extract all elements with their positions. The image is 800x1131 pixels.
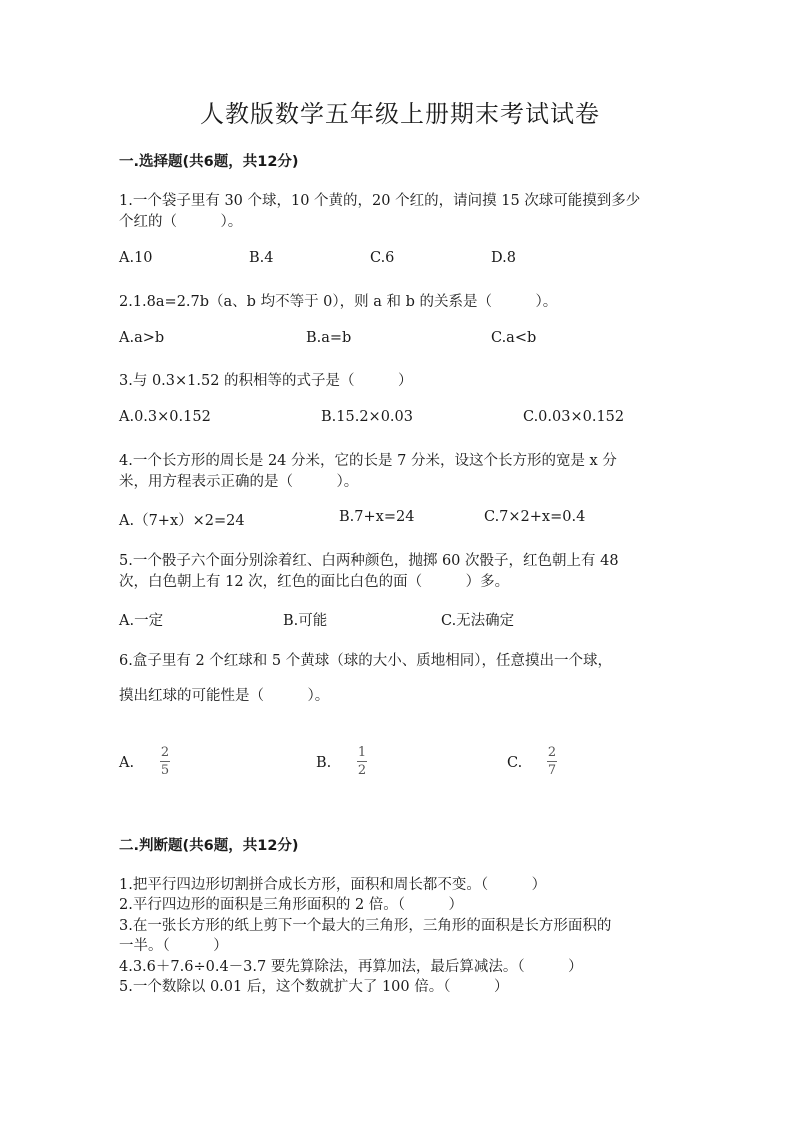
option-c: C.a<b [491,330,537,346]
option-a: A.0.3×0.152 [119,409,211,425]
section-heading-true-false: 二.判断题(共6题，共12分) [119,838,299,854]
section-heading-multiple-choice: 一.选择题(共6题，共12分) [119,154,299,170]
option-c-label: C. [507,755,523,771]
option-d: D.8 [491,250,516,266]
question-3-text: 3.与 0.3×1.52 的积相等的式子是（ ） [119,373,413,389]
judgement-item: 2.平行四边形的面积是三角形面积的 2 倍。（ ） [119,897,464,913]
fraction-numerator: 2 [160,745,170,760]
question-4-text-cont: 米，用方程表示正确的是（ ）。 [119,474,359,490]
option-a-label: A. [119,755,135,771]
question-2-text: 2.1.8a=2.7b（a、b 均不等于 0），则 a 和 b 的关系是（ ）。 [119,294,558,310]
question-6-text: 6.盒子里有 2 个红球和 5 个黄球（球的大小、质地相同），任意摸出一个球， [119,653,612,669]
fraction-denominator: 2 [357,763,367,778]
option-c: C.6 [370,250,395,266]
option-b-label: B. [316,755,332,771]
page-title: 人教版数学五年级上册期末考试试卷 [200,100,600,128]
option-b: B.可能 [283,613,328,629]
option-c: C.7×2+x=0.4 [484,509,586,525]
question-5-text-cont: 次，白色朝上有 12 次，红色的面比白色的面（ ）多。 [119,574,510,590]
fraction-two-sevenths [547,745,557,778]
option-b: B.a=b [306,330,352,346]
fraction-bar [160,761,170,762]
fraction-numerator: 2 [547,745,557,760]
question-4-text: 4.一个长方形的周长是 24 分米，它的长是 7 分米，设这个长方形的宽是 x 分 [119,453,617,469]
question-1-text-cont: 个红的（ ）。 [119,214,243,230]
fraction-denominator: 7 [547,763,557,778]
judgement-item: 4.3.6＋7.6÷0.4－3.7 要先算除法，再算加法，最后算减法。（ ） [119,959,583,975]
option-c: C.0.03×0.152 [523,409,625,425]
fraction-bar [547,761,557,762]
option-a: A.一定 [119,613,164,629]
option-a: A.（7+x）×2=24 [119,513,245,529]
fraction-numerator: 1 [357,745,367,760]
option-c: C.无法确定 [441,613,515,629]
option-a: A.10 [119,250,153,266]
judgement-item: 1.把平行四边形切割拼合成长方形，面积和周长都不变。（ ） [119,877,547,893]
judgement-item: 3.在一张长方形的纸上剪下一个最大的三角形，三角形的面积是长方形面积的 [119,918,612,934]
option-b: B.15.2×0.03 [321,409,413,425]
judgement-item-cont: 一半。（ ） [119,938,228,954]
fraction-bar [357,761,367,762]
option-a: A.a>b [119,330,165,346]
fraction-two-fifths [160,745,170,778]
option-b: B.7+x=24 [339,509,415,525]
question-5-text: 5.一个骰子六个面分别涂着红、白两种颜色，抛掷 60 次骰子，红色朝上有 48 [119,553,619,569]
option-b: B.4 [249,250,274,266]
fraction-one-half [357,745,367,778]
fraction-denominator: 5 [160,763,170,778]
question-1-text: 1.一个袋子里有 30 个球，10 个黄的，20 个红的，请问摸 15 次球可能摸到多少 [119,193,641,209]
judgement-item: 5.一个数除以 0.01 后，这个数就扩大了 100 倍。（ ） [119,979,509,995]
question-6-text-cont: 摸出红球的可能性是（ ）。 [119,688,330,704]
